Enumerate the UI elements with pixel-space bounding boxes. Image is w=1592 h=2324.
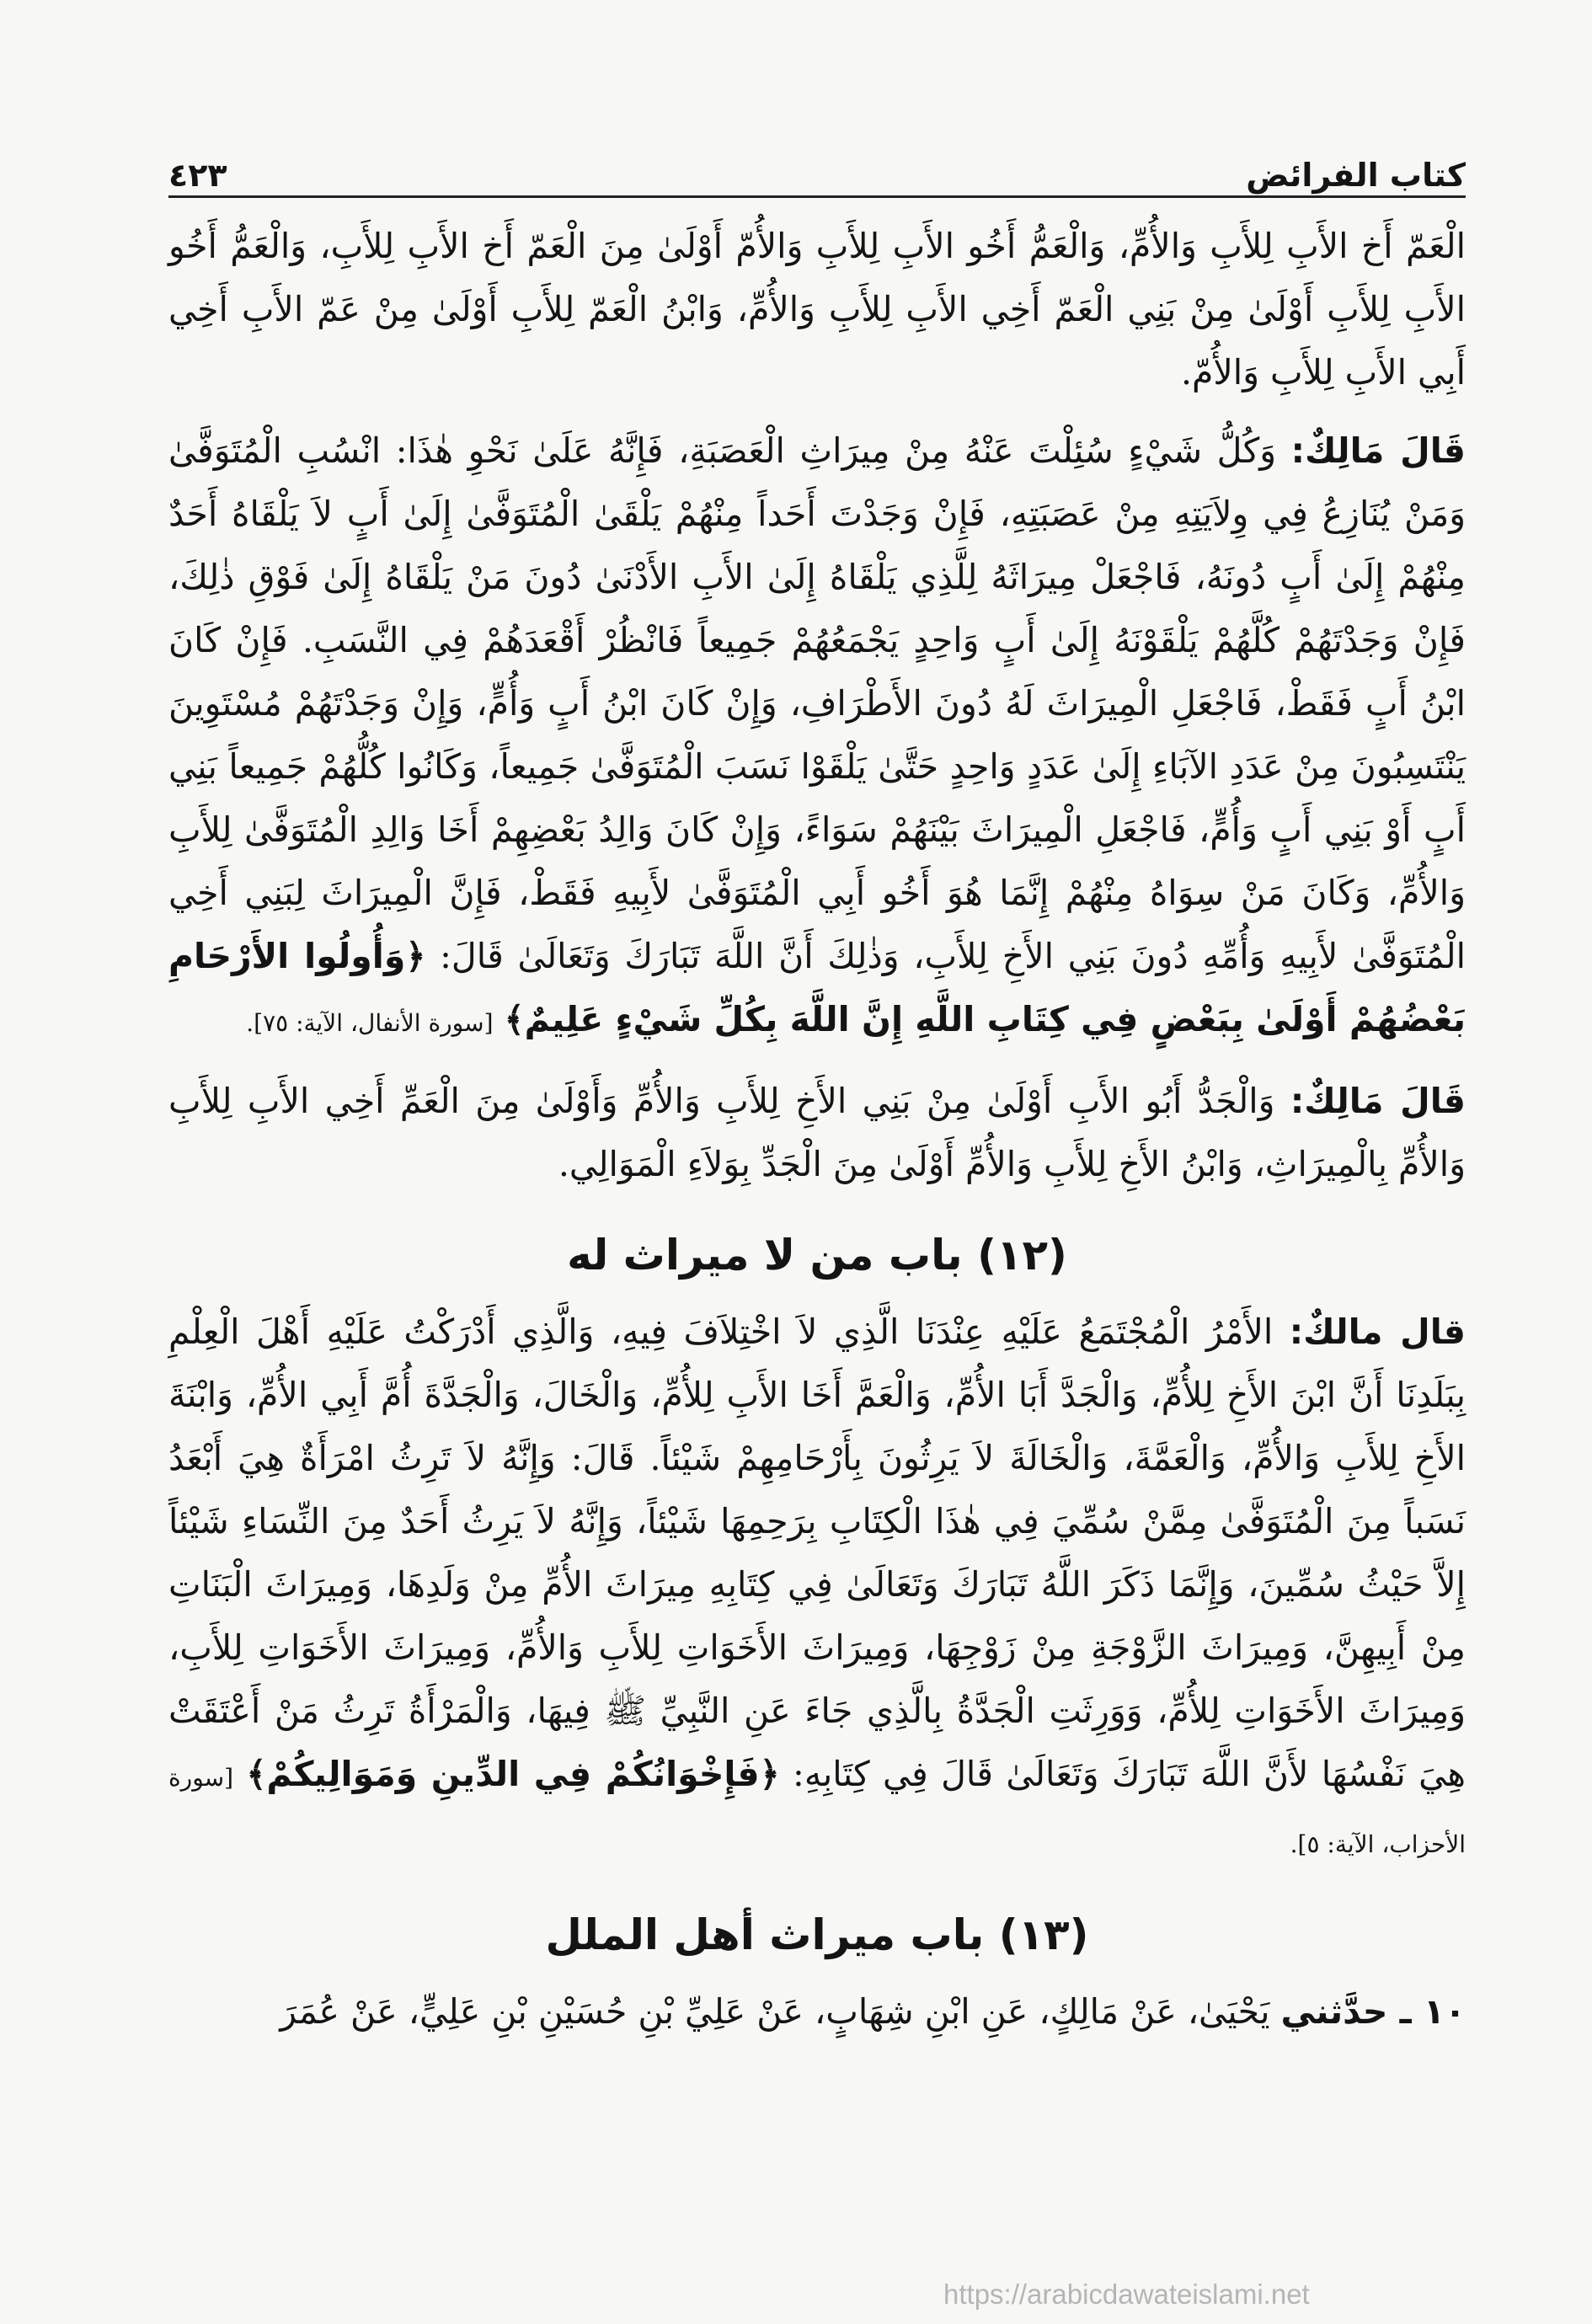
paragraph-3 [168, 1070, 1466, 1196]
hadith-10 [168, 1980, 1466, 2044]
speaker-label: قال مالكٌ: [1289, 1312, 1466, 1352]
quran-verse: ﴿وَأُولُوا الأَرْحَامِ بَعْضُهُمْ أَوْلَىٰ بِبَعْضٍ فِي كِتَابِ اللَّهِ إِنَّ اللَّهَ بِكُلِّ شَيْءٍ عَلِيمٌ﴾ [168, 936, 1466, 1039]
paragraph-2 [168, 419, 1466, 1055]
paragraph-text: الْعَمّ أَخ الأَبِ لِلأَبِ وَالأُمِّ، وَالْعَمُّ أَخُو الأَبِ لِلأَبِ وَالأُمّ أَوْلَىٰ مِنَ الْعَمّ أَخ الأَبِ لِلأَبِ، وَالْعَمُّ أَخُو الأَبِ لِلأَبِ أَوْلَىٰ مِنْ بَنِي الْعَمّ أَخِي الأَبِ لِلأَبِ وَالأُمِّ، وَابْنُ الْعَمّ لِلأَبِ أَوْلَىٰ مِنْ عَمّ الأَبِ أَخِي أَبِي الأَبِ لِلأَبِ وَالأُمّ. [168, 226, 1466, 393]
paragraph-text: وَكُلُّ شَيْءٍ سُئِلْتَ عَنْهُ مِنْ مِيرَاثِ الْعَصَبَةِ، فَإِنَّهُ عَلَىٰ نَحْوِ هٰذَا: انْسُبِ الْمُتَوَفَّىٰ وَمَنْ يُنَازِعُ فِي وِلاَيَتِهِ مِنْ عَصَبَتِهِ، فَإِنْ وَجَدْتَ أَحَداً مِنْهُمْ يَلْقَىٰ الْمُتَوَفَّىٰ إِلَىٰ أَبٍ لاَ يَلْقَاهُ أَحَدٌ مِنْهُمْ إِلَىٰ أَبٍ دُونَهُ، فَاجْعَلْ مِيرَاثَهُ لِلَّذِي يَلْقَاهُ إِلَىٰ الأَبِ الأَدْنَىٰ دُونَ مَنْ يَلْقَاهُ إِلَىٰ فَوْقِ ذٰلِكَ، فَإِنْ وَجَدْتَهُمْ كُلَّهُمْ يَلْقَوْنَهُ إِلَىٰ أَبٍ وَاحِدٍ يَجْمَعُهُمْ جَمِيعاً فَانْظُرْ أَقْعَدَهُمْ فِي النَّسَبِ. فَإِنْ كَانَ ابْنُ أَبٍ فَقَطْ، فَاجْعَلِ الْمِيرَاثَ لَهُ دُونَ الأَطْرَافِ، وَإِنْ كَانَ ابْنُ أَبٍ وَأُمٍّ، وَإِنْ وَجَدْتَهُمْ مُسْتَوِينَ يَنْتَسِبُونَ مِنْ عَدَدِ الآبَاءِ إِلَىٰ عَدَدٍ وَاحِدٍ حَتَّىٰ يَلْقَوْا نَسَبَ الْمُتَوَفَّىٰ جَمِيعاً، وَكَانُوا كُلُّهُمْ جَمِيعاً بَنِي أَبٍ أَوْ بَنِي أَبٍ وَأُمٍّ، فَاجْعَلِ الْمِيرَاثَ بَيْنَهُمْ سَوَاءً، وَإِنْ كَانَ وَالِدُ بَعْضِهِمْ أَخَا وَالِدِ الْمُتَوَفَّىٰ لِلأَبِ وَالأُمِّ، وَكَانَ مَنْ سِوَاهُ مِنْهُمْ إِنَّمَا هُوَ أَخُو أَبِي الْمُتَوَفَّىٰ لأَبِيهِ فَقَطْ، فَإِنَّ الْمِيرَاثَ لِبَنِي أَخِي الْمُتَوَفَّىٰ لأَبِيهِ وَأُمِّهِ دُونَ بَنِي الأَخِ لِلأَبِ، وَذٰلِكَ أَنَّ اللَّهَ تَبَارَكَ وَتَعَالَىٰ قَالَ: [168, 430, 1466, 976]
quran-verse: ﴿فَإِخْوَانُكُمْ فِي الدِّينِ وَمَوَالِيكُمْ﴾ [246, 1754, 780, 1794]
hadith-number: ١٠ ـ حدَّثني [1280, 1991, 1466, 2032]
chapter-12-heading: (١٢) باب من لا ميراث له [567, 1231, 1067, 1280]
verse-reference: [سورة الأنفال، الآية: ٧٥]. [246, 1009, 494, 1037]
verse-reference: [سورة الأحزاب، الآية: ٥]. [168, 1764, 1466, 1858]
page-number: ٤٢٣ [168, 157, 227, 194]
chapter-12-paragraph [168, 1301, 1466, 1876]
paragraph-text: الأَمْرُ الْمُجْتَمَعُ عَلَيْهِ عِنْدَنَا الَّذِي لاَ اخْتِلاَفَ فِيهِ، وَالَّذِي أَدْرَكْتُ عَلَيْهِ أَهْلَ الْعِلْمِ بِبَلَدِنَا أَنَّ ابْنَ الأَخِ لِلأُمِّ، وَالْجَدَّ أَبَا الأُمِّ، وَالْعَمَّ أَخَا الأَبِ لِلأُمِّ، وَالْخَالَ، وَالْجَدَّةَ أُمَّ أَبِي الأُمِّ، وَابْنَةَ الأَخِ لِلأَبِ وَالأُمِّ، وَالْعَمَّةَ، وَالْخَالَةَ لاَ يَرِثُونَ بِأَرْحَامِهِمْ شَيْئاً. قَالَ: وَإِنَّهُ لاَ تَرِثُ امْرَأَةٌ هِيَ أَبْعَدُ نَسَباً مِنَ الْمُتَوَفَّىٰ مِمَّنْ سُمِّيَ فِي هٰذَا الْكِتَابِ بِرَحِمِهَا شَيْئاً، وَإِنَّهُ لاَ يَرِثُ أَحَدٌ مِنَ النِّسَاءِ شَيْئاً إِلاَّ حَيْثُ سُمِّينَ، وَإِنَّمَا ذَكَرَ اللَّهُ تَبَارَكَ وَتَعَالَىٰ فِي كِتَابِهِ مِيرَاثَ الأُمِّ مِنْ وَلَدِهَا، وَمِيرَاثَ الْبَنَاتِ مِنْ أَبِيهِنَّ، وَمِيرَاثَ الزَّوْجَةِ مِنْ زَوْجِهَا، وَمِيرَاثَ الأَخَوَاتِ لِلأَبِ وَالأُمِّ، وَمِيرَاثَ الأَخَوَاتِ لِلأَبِ، وَمِيرَاثَ الأَخَوَاتِ لِلأُمِّ، وَوَرِثَتِ الْجَدَّةُ بِالَّذِي جَاءَ عَنِ النَّبِيِّ ﷺ فِيهَا، وَالْمَرْأَةُ تَرِثُ مَنْ أَعْتَقَتْ هِيَ نَفْسُهَا لأَنَّ اللَّهَ تَبَارَكَ وَتَعَالَىٰ قَالَ فِي كِتَابِهِ: [168, 1312, 1466, 1794]
paragraph-text: يَحْيَىٰ، عَنْ مَالِكٍ، عَنِ ابْنِ شِهَابٍ، عَنْ عَلِيِّ بْنِ حُسَيْنِ بْنِ عَلِيٍّ، عَنْ عُمَرَ [280, 1991, 1270, 2032]
speaker-label: قَالَ مَالِكٌ: [1290, 430, 1466, 471]
running-title: كتاب الفرائض [1246, 157, 1466, 194]
speaker-label: قَالَ مَالِكٌ: [1290, 1081, 1466, 1121]
paragraph-1 [168, 215, 1466, 404]
paragraph-text: وَالْجَدُّ أَبُو الأَبِ أَوْلَىٰ مِنْ بَنِي الأَخِ لِلأَبِ وَالأُمِّ وَأَوْلَىٰ مِنَ الْعَمِّ أَخِي الأَبِ لِلأَبِ وَالأُمِّ بِالْمِيرَاثِ، وَابْنُ الأَخِ لِلأَبِ وَالأُمِّ أَوْلَىٰ مِنَ الْجَدِّ بِوَلاَءِ الْمَوَالِي. [168, 1081, 1466, 1184]
page-body [168, 215, 1466, 2059]
chapter-13-heading: (١٣) باب ميراث أهل الملل [545, 1910, 1089, 1959]
header-divider [168, 195, 1466, 198]
page-header [168, 126, 1466, 194]
watermark-url: https://arabicdawateislami.net [943, 2279, 1310, 2310]
